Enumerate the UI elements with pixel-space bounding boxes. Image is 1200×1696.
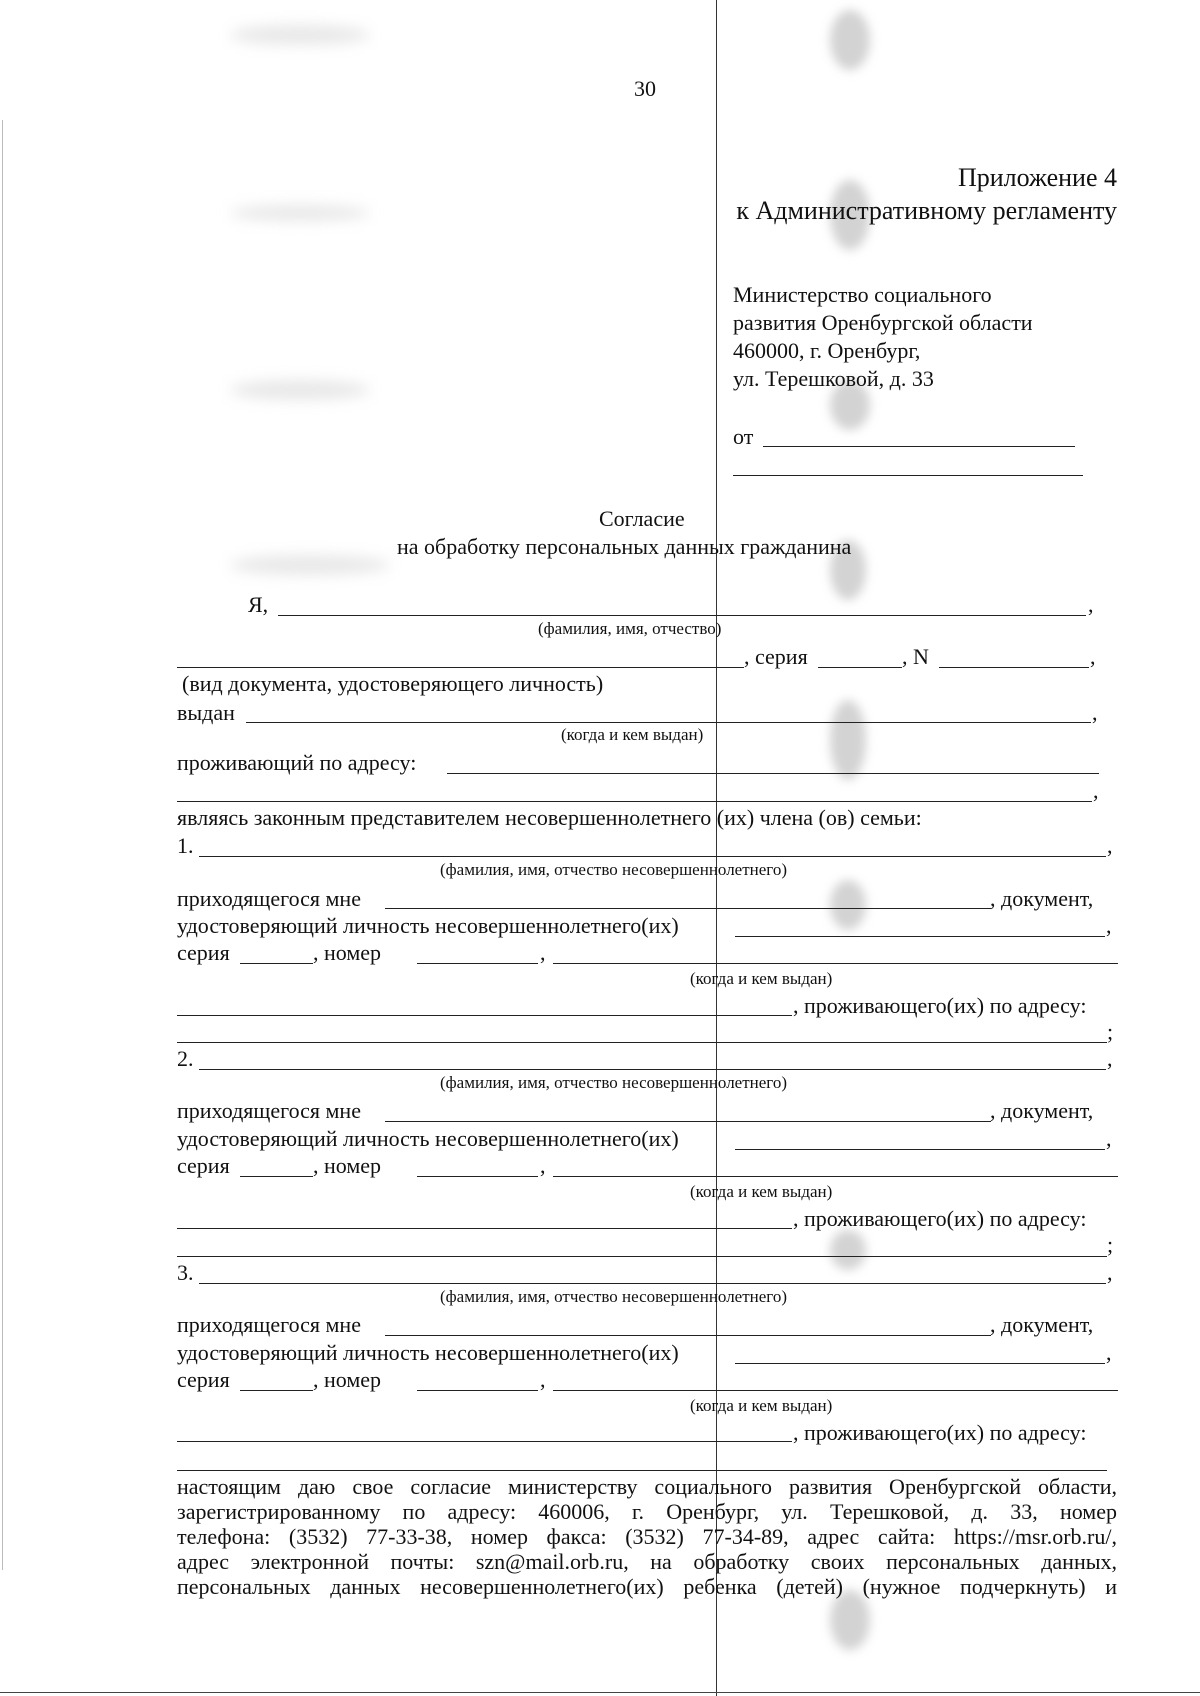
minor-1-relation-label: приходящегося мне bbox=[177, 886, 361, 911]
minor-2-identity-comma: , bbox=[1106, 1126, 1112, 1151]
minor-2-number: 2. bbox=[177, 1046, 194, 1071]
fio-caption: (фамилия, имя, отчество) bbox=[538, 619, 722, 638]
minor-3-address-field[interactable] bbox=[177, 1441, 792, 1442]
minor-3-series-label: серия bbox=[177, 1367, 230, 1392]
recipient-line-3: 460000, г. Оренбург, bbox=[733, 338, 921, 363]
from-label: от bbox=[733, 424, 754, 449]
applicant-fio-field[interactable] bbox=[278, 615, 1086, 616]
issued-label: выдан bbox=[177, 700, 235, 725]
minor-3-number-comma: , bbox=[540, 1367, 546, 1392]
minor-3-fio-field[interactable] bbox=[199, 1283, 1106, 1284]
address-end-comma: , bbox=[1093, 778, 1099, 803]
minor-1-identity-label: удостоверяющий личность несовершеннолетнего(их) bbox=[177, 913, 679, 938]
scan-noise bbox=[230, 205, 370, 221]
from-field[interactable] bbox=[763, 446, 1075, 447]
number-end-comma: , bbox=[1090, 644, 1096, 669]
minor-2-identity-label: удостоверяющий личность несовершеннолетнего(их) bbox=[177, 1126, 679, 1151]
number-label: , N bbox=[902, 644, 929, 669]
address-field[interactable] bbox=[447, 773, 1099, 774]
minor-3-identity-field[interactable] bbox=[735, 1363, 1105, 1364]
minor-2-identity-field[interactable] bbox=[735, 1149, 1105, 1150]
consent-paragraph bbox=[177, 1474, 1117, 1599]
ya-label: Я, bbox=[248, 592, 269, 617]
minor-1-fio-caption: (фамилия, имя, отчество несовершеннолетнего) bbox=[440, 860, 788, 879]
recipient-line-4: ул. Терешковой, д. 33 bbox=[733, 366, 934, 391]
scan-noise bbox=[230, 555, 390, 575]
minor-3-issued-caption: (когда и кем выдан) bbox=[690, 1396, 833, 1415]
minor-3-relation-label: приходящегося мне bbox=[177, 1312, 361, 1337]
minor-3-number-label: , номер bbox=[313, 1367, 382, 1392]
document-type-field[interactable] bbox=[177, 667, 744, 668]
document-caption: (вид документа, удостоверяющего личность) bbox=[182, 671, 604, 696]
scan-bottom-edge bbox=[0, 1692, 1200, 1693]
minor-2-end: ; bbox=[1107, 1232, 1114, 1257]
minor-1-number-label: , номер bbox=[313, 940, 382, 965]
minor-1-end: ; bbox=[1107, 1019, 1114, 1044]
recipient-line-1: Министерство социального bbox=[733, 282, 992, 307]
appendix-subtitle: к Административному регламенту bbox=[736, 196, 1117, 225]
number-field[interactable] bbox=[939, 667, 1089, 668]
issued-end-comma: , bbox=[1092, 700, 1098, 725]
consent-subtitle: на обработку персональных данных гражданина bbox=[397, 534, 852, 559]
minor-2-address-field-line-2[interactable] bbox=[177, 1256, 1107, 1257]
scan-noise bbox=[230, 25, 370, 45]
minor-3-fio-caption: (фамилия, имя, отчество несовершеннолетнего) bbox=[440, 1287, 788, 1306]
minor-2-issued-caption: (когда и кем выдан) bbox=[690, 1182, 833, 1201]
minor-2-fio-comma: , bbox=[1107, 1046, 1113, 1071]
recipient-line-2: развития Оренбургской области bbox=[733, 310, 1033, 335]
minor-1-address-label: , проживающего(их) по адресу: bbox=[793, 993, 1087, 1018]
minor-3-relation-field[interactable] bbox=[385, 1335, 991, 1336]
minor-2-series-label: серия bbox=[177, 1153, 230, 1178]
minor-2-fio-caption: (фамилия, имя, отчество несовершеннолетнего) bbox=[440, 1073, 788, 1092]
minor-1-relation-field[interactable] bbox=[385, 908, 991, 909]
consent-line-3: телефона: (3532) 77-33-38, номер факса: (3532) 77-34-89, адрес сайта: https://msr.orb.ru/, bbox=[177, 1524, 1117, 1549]
appendix-title: Приложение 4 bbox=[957, 163, 1117, 192]
minor-1-number-field[interactable] bbox=[417, 963, 538, 964]
scan-noise bbox=[230, 380, 370, 400]
series-label: , серия bbox=[744, 644, 808, 669]
minor-2-issued-field[interactable] bbox=[553, 1176, 1118, 1177]
consent-line-2: зарегистрированному по адресу: 460006, г. Оренбург, ул. Терешковой, д. 33, номер bbox=[177, 1499, 1117, 1524]
minor-2-number-label: , номер bbox=[313, 1153, 382, 1178]
minor-2-fio-field[interactable] bbox=[199, 1069, 1106, 1070]
minor-1-identity-comma: , bbox=[1106, 913, 1112, 938]
minor-2-document-label: , документ, bbox=[990, 1098, 1094, 1123]
minor-3-issued-field[interactable] bbox=[553, 1390, 1118, 1391]
minor-1-fio-field[interactable] bbox=[199, 856, 1106, 857]
minor-3-number: 3. bbox=[177, 1260, 194, 1285]
address-label: проживающий по адресу: bbox=[177, 750, 417, 775]
issued-field[interactable] bbox=[246, 722, 1091, 723]
issued-caption: (когда и кем выдан) bbox=[561, 725, 704, 744]
minor-3-address-label: , проживающего(их) по адресу: bbox=[793, 1420, 1087, 1445]
minor-2-number-field[interactable] bbox=[417, 1176, 538, 1177]
scan-noise bbox=[830, 700, 866, 780]
minor-2-series-field[interactable] bbox=[240, 1176, 313, 1177]
consent-title: Согласие bbox=[599, 506, 685, 531]
minor-1-number-comma: , bbox=[540, 940, 546, 965]
minor-2-relation-label: приходящегося мне bbox=[177, 1098, 361, 1123]
scan-noise bbox=[830, 1230, 866, 1270]
minor-3-identity-comma: , bbox=[1106, 1340, 1112, 1365]
representative-text: являясь законным представителем несовершеннолетнего (их) члена (ов) семьи: bbox=[177, 805, 922, 830]
series-field[interactable] bbox=[818, 667, 902, 668]
minor-1-issued-field[interactable] bbox=[553, 963, 1118, 964]
minor-3-address-field-line-2[interactable] bbox=[177, 1470, 1107, 1471]
minor-1-address-field-line-2[interactable] bbox=[177, 1042, 1107, 1043]
minor-2-address-label: , проживающего(их) по адресу: bbox=[793, 1206, 1087, 1231]
minor-1-series-field[interactable] bbox=[240, 963, 313, 964]
minor-1-document-label: , документ, bbox=[990, 886, 1094, 911]
from-field-line-2[interactable] bbox=[733, 475, 1083, 476]
consent-line-4: адрес электронной почты: szn@mail.orb.ru, на обработку своих персональных данных, bbox=[177, 1549, 1117, 1574]
consent-line-1: настоящим даю свое согласие министерству социального развития Оренбургской области, bbox=[177, 1474, 1117, 1499]
minor-1-address-field[interactable] bbox=[177, 1015, 792, 1016]
scan-noise bbox=[830, 1590, 870, 1650]
minor-3-number-field[interactable] bbox=[417, 1390, 538, 1391]
minor-1-issued-caption: (когда и кем выдан) bbox=[690, 969, 833, 988]
page-number: 30 bbox=[634, 76, 656, 101]
consent-line-5: персональных данных несовершеннолетнего(их) ребенка (детей) (нужное подчеркнуть) и bbox=[177, 1574, 1117, 1599]
minor-3-fio-comma: , bbox=[1107, 1260, 1113, 1285]
minor-1-fio-comma: , bbox=[1107, 833, 1113, 858]
minor-1-identity-field[interactable] bbox=[735, 936, 1105, 937]
scan-left-margin-mark bbox=[2, 120, 3, 1570]
scan-noise bbox=[830, 880, 866, 930]
minor-2-relation-field[interactable] bbox=[385, 1121, 991, 1122]
fio-end-comma: , bbox=[1088, 592, 1094, 617]
minor-3-series-field[interactable] bbox=[240, 1390, 313, 1391]
minor-3-document-label: , документ, bbox=[990, 1312, 1094, 1337]
scan-noise bbox=[830, 10, 870, 70]
minor-1-series-label: серия bbox=[177, 940, 230, 965]
minor-2-address-field[interactable] bbox=[177, 1228, 792, 1229]
minor-1-number: 1. bbox=[177, 833, 194, 858]
minor-3-identity-label: удостоверяющий личность несовершеннолетнего(их) bbox=[177, 1340, 679, 1365]
address-field-line-2[interactable] bbox=[177, 801, 1092, 802]
minor-2-number-comma: , bbox=[540, 1153, 546, 1178]
